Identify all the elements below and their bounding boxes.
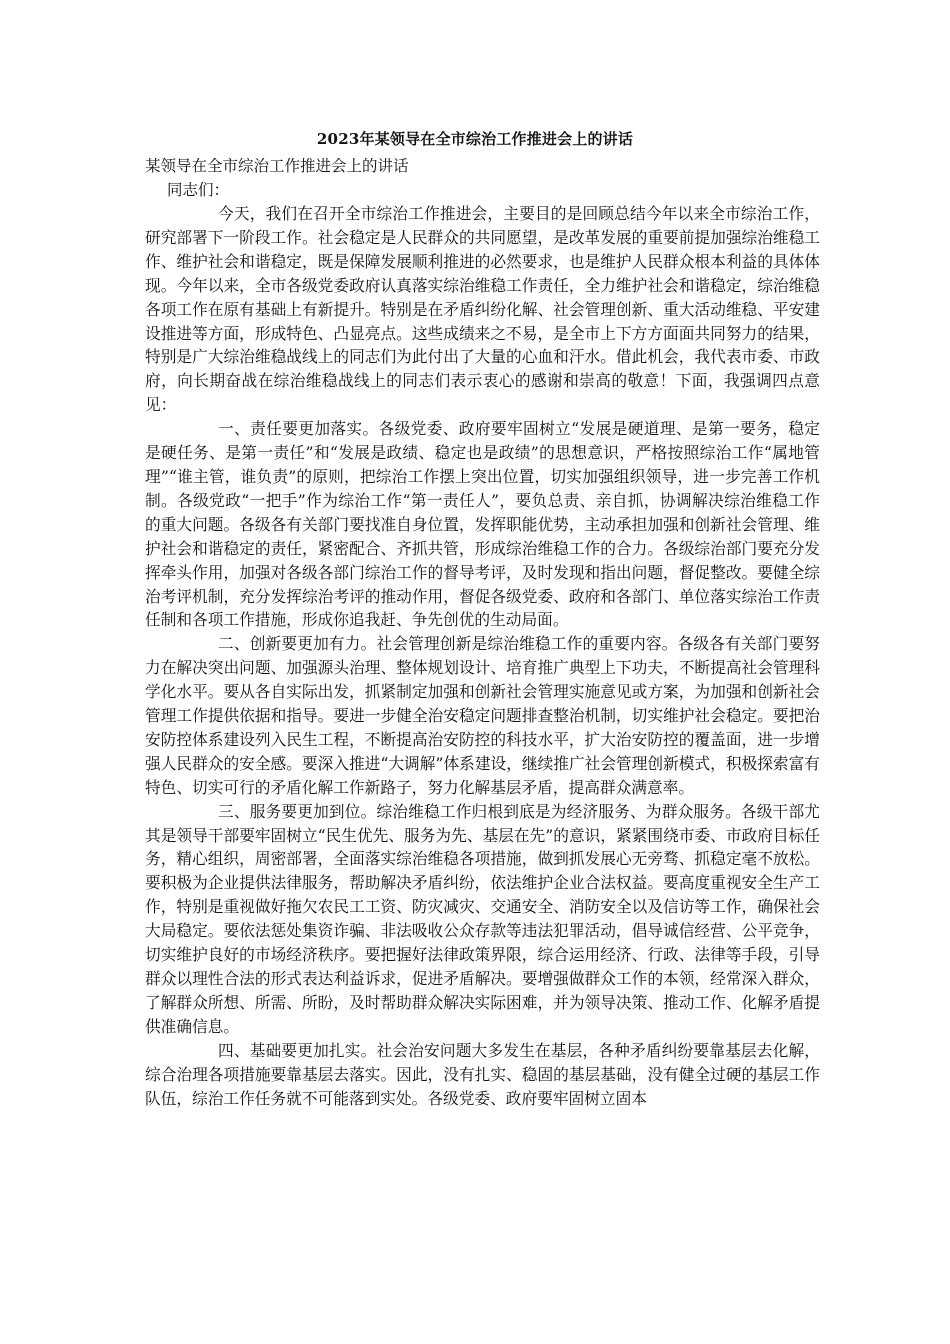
paragraph-intro: 今天，我们在召开全市综治工作推进会，主要目的是回顾总结今年以来全市综治工作，研究部署下一阶段工作。社会稳定是人民群众的共同愿望，是改革发展的重要前提加强综治维稳工作、维护社会和谐稳定，既是保障发展顺利推进的必然要求，也是维护人民群众根本利益的具体体现。今年以来，全市各级党委政府认真落实综治维稳工作责任，全力维护社会和谐稳定，综治维稳各项工作在原有基础上有新提升。特别是在矛盾纠纷化解、社会管理创新、重大活动维稳、平安建设推进等方面，形成特色、凸显亮点。这些成绩来之不易，是全市上下方方面面共同努力的结果，特别是广大综治维稳战线上的同志们为此付出了大量的心血和汗水。借此机会，我代表市委、市政府，向长期奋战在综治维稳战线上的同志们表示衷心的感谢和崇高的敬意！下面，我强调四点意见： bbox=[145, 204, 820, 415]
paragraph-innovation: 二、创新要更加有力。社会管理创新是综治维稳工作的重要内容。各级各有关部门要努力在解决突出问题、加强源头治理、整体规划设计、培育推广典型上下功夫，不断提高社会管理科学化水平。要从各自实际出发，抓紧制定加强和创新社会管理实施意见或方案，为加强和创新社会管理工作提供依据和指导。要进一步健全治安稳定问题排查整治机制，切实维护社会稳定。要把治安防控体系建设列入民生工程，不断提高治安防控的科技水平，扩大治安防控的覆盖面，进一步增强人民群众的安全感。要深入推进“大调解”体系建设，继续推广社会管理创新模式，积极探索富有特色、切实可行的矛盾化解工作新路子，努力化解基层矛盾，提高群众满意率。 bbox=[145, 634, 820, 797]
document-title: 2023年某领导在全市综治工作推进会上的讲话 bbox=[316, 130, 634, 148]
paragraph-service: 三、服务要更加到位。综治维稳工作归根到底是为经济服务、为群众服务。各级干部尤其是领导干部要牢固树立“民生优先、服务为先、基层在先”的意识，紧紧围绕市委、市政府目标任务，精心组织，周密部署，全面落实综治维稳各项措施，做到抓发展心无旁骛、抓稳定毫不放松。要积极为企业提供法律服务，帮助解决矛盾纠纷，依法维护企业合法权益。要高度重视安全生产工作，特别是重视做好拖欠农民工工资、防灾减灾、交通安全、消防安全以及信访等工作，确保社会大局稳定。要依法惩处集资诈骗、非法吸收公众存款等违法犯罪活动，倡导诚信经营、公平竞争，切实维护良好的市场经济秩序。要把握好法律政策界限，综合运用经济、行政、法律等手段，引导群众以理性合法的形式表达利益诉求，促进矛盾解决。要增强做群众工作的本领，经常深入群众，了解群众所想、所需、所盼，及时帮助群众解决实际困难，并为领导决策、推动工作、化解矛盾提供准确信息。 bbox=[145, 801, 820, 1036]
document-subtitle: 某领导在全市综治工作推进会上的讲话 bbox=[145, 157, 409, 175]
document-body bbox=[145, 202, 820, 1110]
paragraph-responsibility: 一、责任要更加落实。各级党委、政府要牢固树立“发展是硬道理、是第一要务，稳定是硬任务、是第一责任”和“发展是政绩、稳定也是政绩”的思想意识，严格按照综治工作“属地管理”“谁主管，谁负责”的原则，把综治工作摆上突出位置，切实加强组织领导，进一步完善工作机制。各级党政“一把手”作为综治工作“第一责任人”，要负总责、亲自抓，协调解决综治维稳工作的重大问题。各级各有关部门要找准自身位置，发挥职能优势，主动承担加强和创新社会管理、维护社会和谐稳定的责任，紧密配合、齐抓共管，形成综治维稳工作的合力。各级综治部门要充分发挥牵头作用，加强对各级各部门综治工作的督导考评，及时发现和指出问题，督促整改。要健全综治考评机制，充分发挥综治考评的推动作用，督促各级党委、政府和各部门、单位落实综治工作责任制和各项工作措施，形成你追我赶、争先创优的生动局面。 bbox=[145, 419, 820, 630]
paragraph-foundation: 四、基础要更加扎实。社会治安问题大多发生在基层，各种矛盾纠纷要靠基层去化解，综合治理各项措施要靠基层去落实。因此，没有扎实、稳固的基层基础，没有健全过硬的基层工作队伍，综治工作任务就不可能落到实处。各级党委、政府要牢固树立固本 bbox=[145, 1040, 820, 1108]
salutation: 同志们： bbox=[167, 181, 230, 199]
